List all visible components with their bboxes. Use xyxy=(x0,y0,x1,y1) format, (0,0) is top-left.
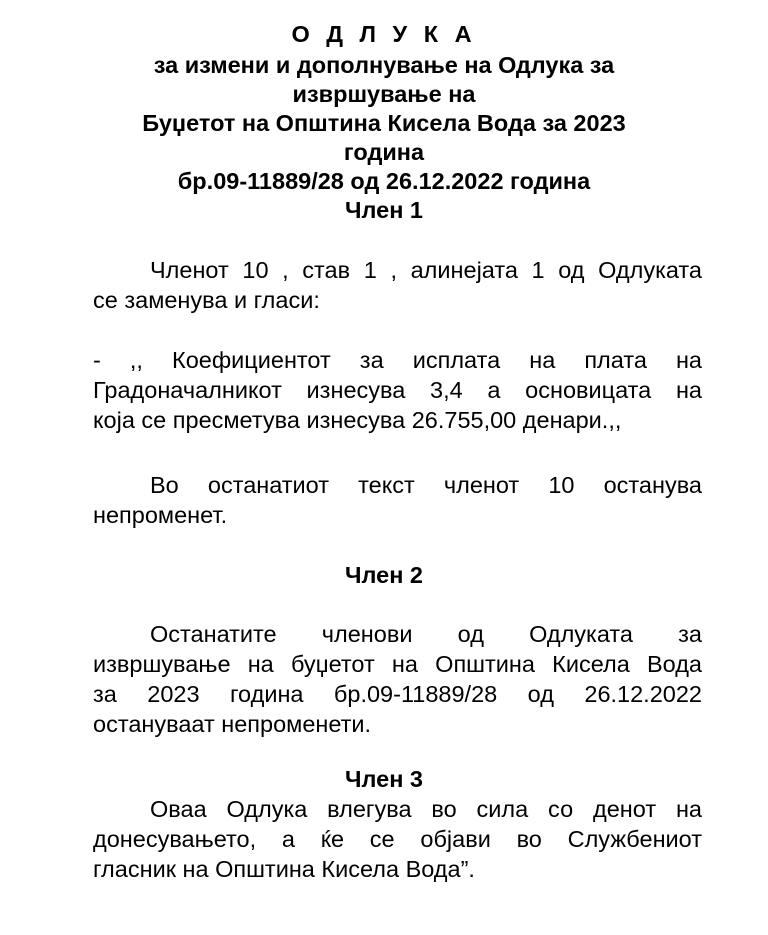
article-1-intro-line: Членот 10 , став 1 , алинејата 1 од Одлуката xyxy=(150,257,702,283)
document-subtitle-line: извршување на xyxy=(292,81,476,107)
article-1-quote-line: Градоначалникот изнесува 3,4 а основицата на xyxy=(93,377,702,403)
article-1-remainder-line: Во останатиот текст членот 10 останува xyxy=(150,472,702,498)
article-1-quote-line: - ,, Коефициентот за исплата на плата на xyxy=(93,347,702,373)
article-1-intro-line: се заменува и гласи: xyxy=(93,287,320,313)
article-3-line: Оваа Одлука влегува во сила со денот на xyxy=(150,796,702,822)
article-1-quote-line: која се пресметува изнесува 26.755,00 денари.,, xyxy=(93,407,622,433)
article-2-line: остануваат непроменети. xyxy=(93,711,372,737)
document-title: О Д Л У К А xyxy=(291,21,477,47)
article-3-heading: Член 3 xyxy=(345,766,423,792)
article-3-line: донесувањето, а ќе се објави во Службениот xyxy=(93,826,702,852)
article-2-line: Останатите членови од Одлуката за xyxy=(150,621,702,647)
article-2-line: за 2023 година бр.09-11889/28 од 26.12.2022 xyxy=(93,681,702,707)
article-2-heading: Член 2 xyxy=(345,562,423,588)
document-reference-line: бр.09-11889/28 од 26.12.2022 година xyxy=(177,168,591,194)
document-subtitle-line: Буџетот на Општина Кисела Вода за 2023 xyxy=(142,110,626,136)
document-subtitle-line: за измени и дополнување на Одлука за xyxy=(153,52,615,78)
article-2-line: извршување на буџетот на Општина Кисела Вода xyxy=(93,651,702,677)
document-subtitle-line: година xyxy=(343,139,425,165)
article-1-remainder-line: непроменет. xyxy=(93,502,228,528)
article-3-line: гласник на Општина Кисела Вода”. xyxy=(93,856,475,882)
article-1-heading: Член 1 xyxy=(345,197,423,223)
